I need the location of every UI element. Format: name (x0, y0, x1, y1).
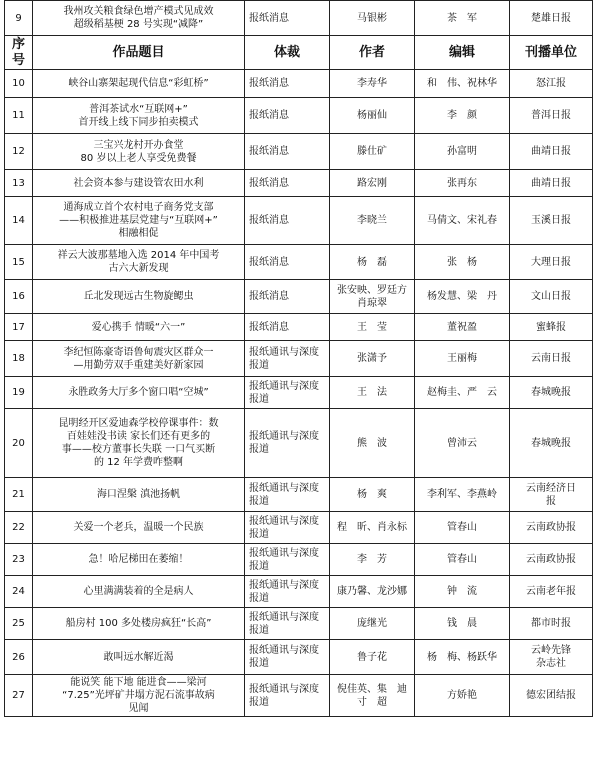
work-title: 船房村 100 多处楼房疯狂“长高” (33, 608, 245, 640)
author-cell: 路宏刚 (330, 170, 415, 197)
table-row (5, 576, 593, 608)
row-number: 23 (5, 544, 33, 576)
author-cell: 杨 爽 (330, 478, 415, 512)
genre-cell: 报纸通讯与深度 报道 (245, 608, 330, 640)
work-title: 三宝兴龙村开办食堂 80 岁以上老人享受免费餐 (33, 134, 245, 170)
editor-cell: 孙富明 (415, 134, 510, 170)
work-title: 我州攻关粮食绿色增产模式见成效 超级稻基梗 28 号实现“减降” (33, 1, 245, 36)
editor-cell: 茶 军 (415, 1, 510, 36)
genre-cell: 报纸通讯与深度 报道 (245, 576, 330, 608)
row-number: 11 (5, 98, 33, 134)
author-cell: 康乃馨、龙沙娜 (330, 576, 415, 608)
unit-cell: 蜜蜂报 (510, 314, 593, 341)
author-cell: 倪佳英、集 迪 寸 超 (330, 675, 415, 717)
author-cell: 鲁子花 (330, 640, 415, 675)
table-row (5, 245, 593, 280)
row-number: 10 (5, 70, 33, 98)
genre-cell: 报纸消息 (245, 134, 330, 170)
editor-cell: 马倩文、宋礼春 (415, 197, 510, 245)
table-row (5, 170, 593, 197)
unit-cell: 云南老年报 (510, 576, 593, 608)
editor-cell: 管春山 (415, 544, 510, 576)
editor-cell: 和 伟、祝林华 (415, 70, 510, 98)
genre-cell: 报纸通讯与深度 报道 (245, 478, 330, 512)
header-unit: 刊播单位 (510, 36, 593, 70)
unit-cell: 春城晚报 (510, 409, 593, 478)
unit-cell: 楚雄日报 (510, 1, 593, 36)
genre-cell: 报纸通讯与深度 报道 (245, 409, 330, 478)
table-row (5, 1, 593, 36)
unit-cell: 云南经济日 报 (510, 478, 593, 512)
work-title: 通海成立首个农村电子商务党支部 ——积极推进基层党建与“互联网+” 相融相促 (33, 197, 245, 245)
header-num: 序号 (5, 36, 33, 70)
genre-cell: 报纸消息 (245, 314, 330, 341)
editor-cell: 杨发慧、梁 丹 (415, 280, 510, 314)
author-cell: 杨丽仙 (330, 98, 415, 134)
row-number: 27 (5, 675, 33, 717)
work-title: 急！哈尼梯田在萎缩！ (33, 544, 245, 576)
table-row (5, 280, 593, 314)
work-title: 关爱一个老兵，温暖一个民族 (33, 512, 245, 544)
work-title: 祥云大波那墓地入选 2014 年中国考 古六大新发现 (33, 245, 245, 280)
row-number: 9 (5, 1, 33, 36)
editor-cell: 钱 晨 (415, 608, 510, 640)
header-genre: 体裁 (245, 36, 330, 70)
author-cell: 李晓兰 (330, 197, 415, 245)
work-title: 敢叫远水解近渴 (33, 640, 245, 675)
unit-cell: 曲靖日报 (510, 170, 593, 197)
table-row (5, 314, 593, 341)
author-cell: 庞继光 (330, 608, 415, 640)
author-cell: 马银彬 (330, 1, 415, 36)
editor-cell: 赵梅圭、严 云 (415, 377, 510, 409)
genre-cell: 报纸消息 (245, 170, 330, 197)
work-title: 永胜政务大厅多个窗口唱“空城” (33, 377, 245, 409)
genre-cell: 报纸消息 (245, 70, 330, 98)
author-cell: 程 昕、肖永标 (330, 512, 415, 544)
editor-cell: 钟 流 (415, 576, 510, 608)
row-number: 20 (5, 409, 33, 478)
table-row (5, 70, 593, 98)
unit-cell: 云岭先锋 杂志社 (510, 640, 593, 675)
author-cell: 李 芳 (330, 544, 415, 576)
unit-cell: 曲靖日报 (510, 134, 593, 170)
editor-cell: 董祝盈 (415, 314, 510, 341)
work-title: 普洱茶试水“互联网+” 首开线上线下同步拍卖模式 (33, 98, 245, 134)
genre-cell: 报纸通讯与深度 报道 (245, 377, 330, 409)
author-cell: 王 莹 (330, 314, 415, 341)
author-cell: 张潇予 (330, 341, 415, 377)
row-number: 16 (5, 280, 33, 314)
unit-cell: 春城晚报 (510, 377, 593, 409)
work-title: 能说笑 能下地 能进食——梁河 “7.25”光坪矿井塌方泥石流事故病 见闻 (33, 675, 245, 717)
unit-cell: 怒江报 (510, 70, 593, 98)
table-row (5, 512, 593, 544)
header-author: 作者 (330, 36, 415, 70)
unit-cell: 德宏团结报 (510, 675, 593, 717)
genre-cell: 报纸通讯与深度 报道 (245, 640, 330, 675)
work-title: 心里满满装着的全是病人 (33, 576, 245, 608)
unit-cell: 大理日报 (510, 245, 593, 280)
editor-cell: 张再东 (415, 170, 510, 197)
row-number: 26 (5, 640, 33, 675)
row-number: 25 (5, 608, 33, 640)
table-row (5, 544, 593, 576)
author-cell: 杨 磊 (330, 245, 415, 280)
row-number: 12 (5, 134, 33, 170)
editor-cell: 曾沛云 (415, 409, 510, 478)
unit-cell: 玉溪日报 (510, 197, 593, 245)
genre-cell: 报纸通讯与深度 报道 (245, 512, 330, 544)
table-row (5, 608, 593, 640)
table-row (5, 197, 593, 245)
row-number: 15 (5, 245, 33, 280)
work-title: 李纪恒陈豪寄语鲁甸震灾区群众一 —用勤劳双手重建美好新家园 (33, 341, 245, 377)
genre-cell: 报纸消息 (245, 197, 330, 245)
row-number: 17 (5, 314, 33, 341)
row-number: 18 (5, 341, 33, 377)
author-cell: 王 法 (330, 377, 415, 409)
unit-cell: 云南政协报 (510, 512, 593, 544)
genre-cell: 报纸通讯与深度 报道 (245, 675, 330, 717)
work-title: 社会资本参与建设管农田水利 (33, 170, 245, 197)
table-row (5, 341, 593, 377)
genre-cell: 报纸消息 (245, 1, 330, 36)
genre-cell: 报纸通讯与深度 报道 (245, 544, 330, 576)
work-title: 丘北发现远古生物旋鳃虫 (33, 280, 245, 314)
unit-cell: 文山日报 (510, 280, 593, 314)
genre-cell: 报纸通讯与深度 报道 (245, 341, 330, 377)
row-number: 13 (5, 170, 33, 197)
awards-table (4, 0, 593, 717)
row-number: 21 (5, 478, 33, 512)
table-row (5, 640, 593, 675)
editor-cell: 管春山 (415, 512, 510, 544)
table-row (5, 409, 593, 478)
row-number: 19 (5, 377, 33, 409)
editor-cell: 王丽梅 (415, 341, 510, 377)
row-number: 22 (5, 512, 33, 544)
editor-cell: 杨 梅、杨跃华 (415, 640, 510, 675)
work-title: 爱心携手 情暖“六一” (33, 314, 245, 341)
editor-cell: 张 杨 (415, 245, 510, 280)
table-row (5, 134, 593, 170)
table-row (5, 377, 593, 409)
header-row (5, 36, 593, 70)
editor-cell: 李 颜 (415, 98, 510, 134)
genre-cell: 报纸消息 (245, 98, 330, 134)
unit-cell: 云南日报 (510, 341, 593, 377)
editor-cell: 李利军、李燕岭 (415, 478, 510, 512)
work-title: 峡谷山寨架起现代信息“彩虹桥” (33, 70, 245, 98)
row-number: 24 (5, 576, 33, 608)
author-cell: 李寿华 (330, 70, 415, 98)
row-number: 14 (5, 197, 33, 245)
header-title: 作品题目 (33, 36, 245, 70)
author-cell: 熊 波 (330, 409, 415, 478)
table-row (5, 478, 593, 512)
table-row (5, 98, 593, 134)
unit-cell: 普洱日报 (510, 98, 593, 134)
author-cell: 滕仕矿 (330, 134, 415, 170)
work-title: 海口涅槃 滇池扬帆 (33, 478, 245, 512)
author-cell: 张安映、罗廷方 肖琼翠 (330, 280, 415, 314)
genre-cell: 报纸消息 (245, 245, 330, 280)
unit-cell: 都市时报 (510, 608, 593, 640)
genre-cell: 报纸消息 (245, 280, 330, 314)
editor-cell: 方娇艳 (415, 675, 510, 717)
table-row (5, 675, 593, 717)
unit-cell: 云南政协报 (510, 544, 593, 576)
header-editor: 编辑 (415, 36, 510, 70)
work-title: 昆明经开区爱迪森学校停课事件：数 百娃娃没书读 家长们还有更多的 事——校方董事长失联 一口气买断 的 12 年学费咋整啊 (33, 409, 245, 478)
